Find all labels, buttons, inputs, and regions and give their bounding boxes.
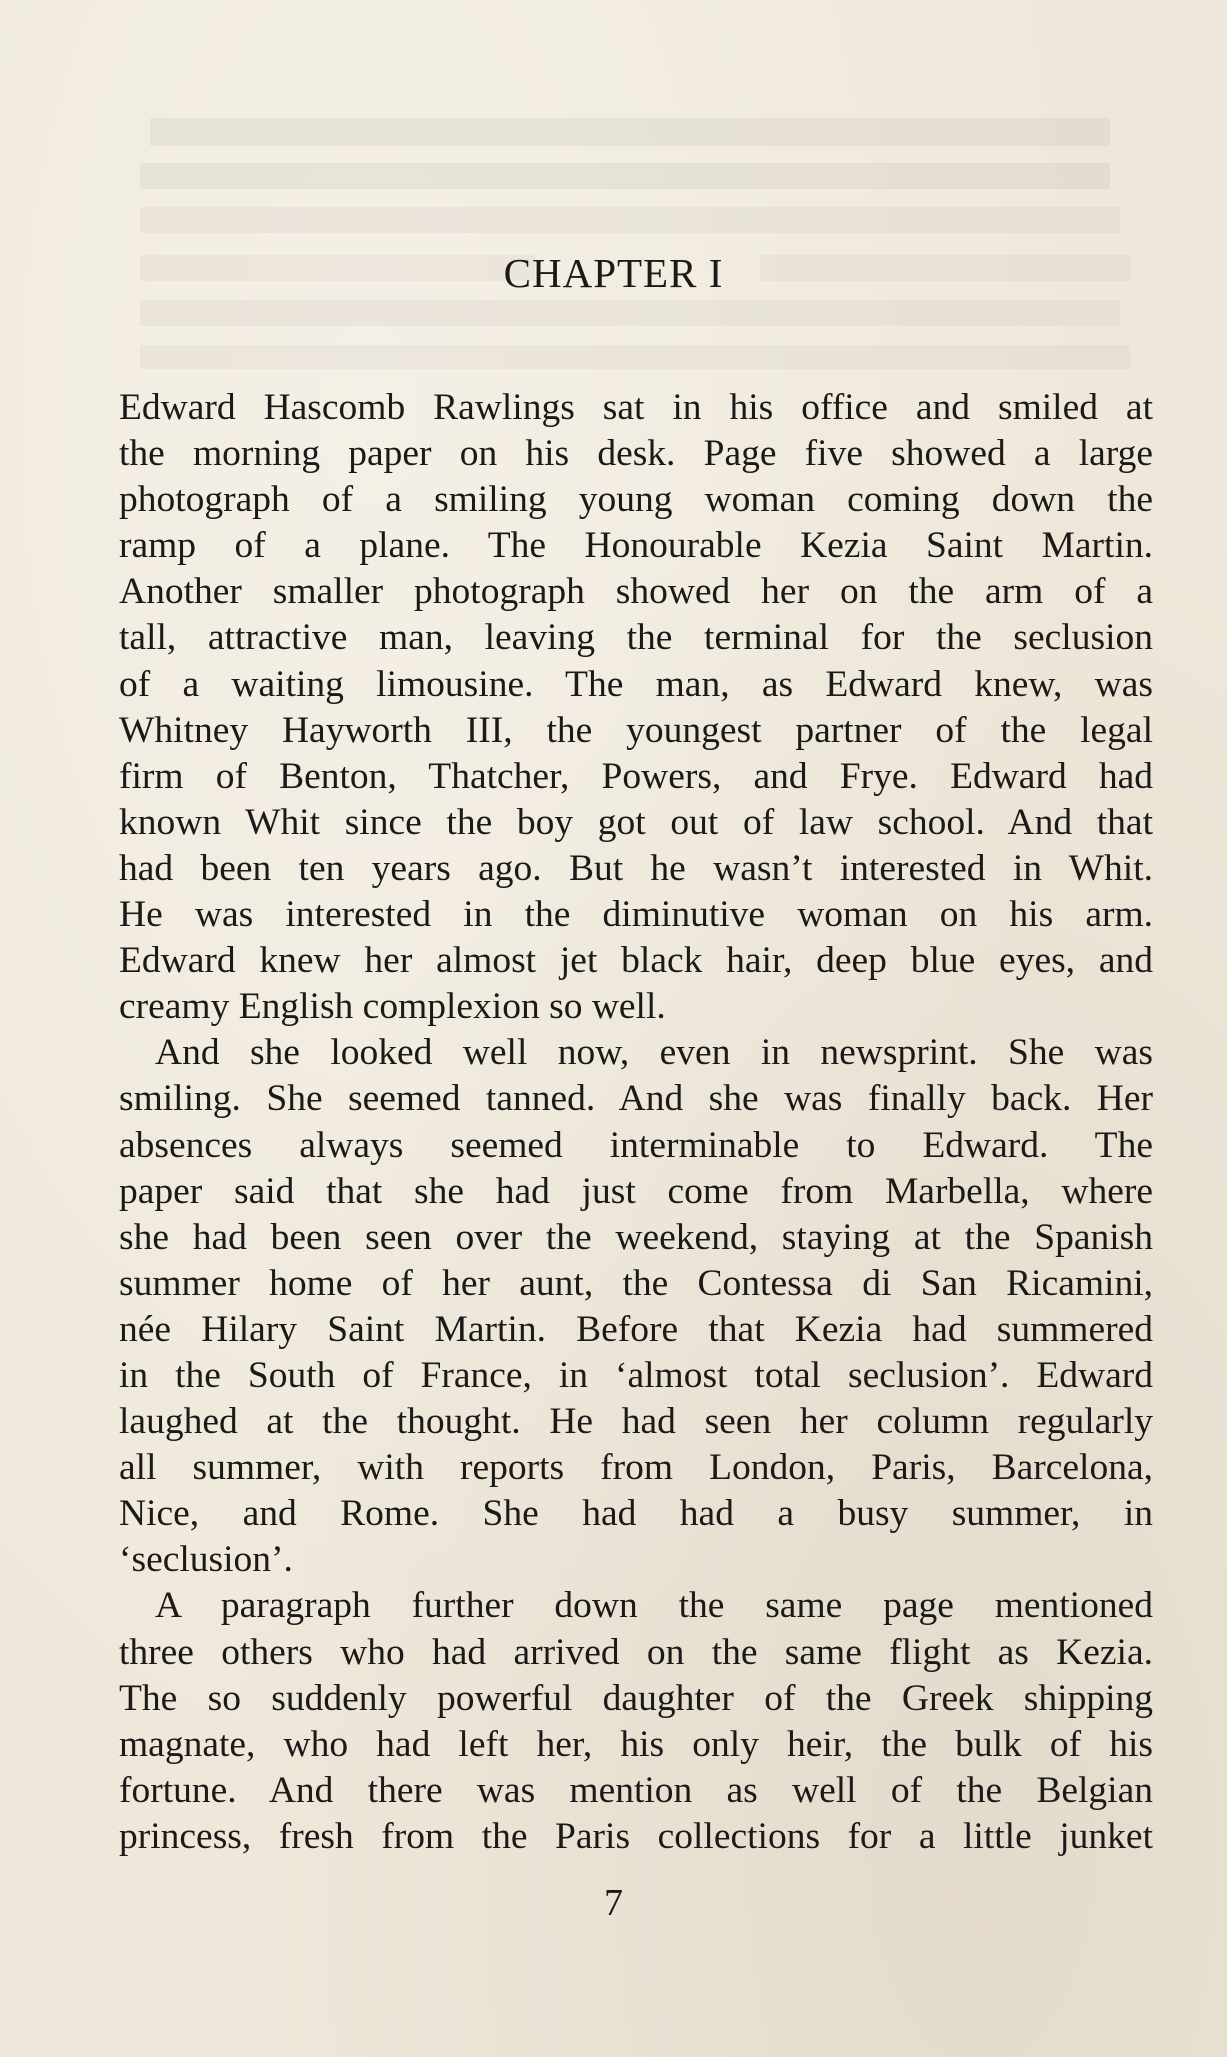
paragraph-1	[119, 385, 1153, 1030]
text-line: paper said that she had just come from Marbella, where	[119, 1170, 1153, 1212]
paragraph-2	[119, 1030, 1153, 1583]
show-through-text	[140, 345, 1130, 369]
text-line: absences always seemed interminable to Edward. The	[119, 1124, 1153, 1166]
text-line: summer home of her aunt, the Contessa di San Ricamini,	[119, 1262, 1153, 1304]
text-line: Another smaller photograph showed her on the arm of a	[119, 571, 1153, 613]
text-line: ‘seclusion’.	[119, 1539, 293, 1581]
text-line: creamy English complexion so well.	[119, 986, 666, 1028]
text-line: Edward knew her almost jet black hair, deep blue eyes, and	[119, 940, 1153, 982]
text-line: princess, fresh from the Paris collections for a little junket	[119, 1815, 1153, 1857]
text-line: in the South of France, in ‘almost total seclusion’. Edward	[119, 1354, 1153, 1396]
text-line: all summer, with reports from London, Paris, Barcelona,	[119, 1447, 1153, 1489]
text-line: The so suddenly powerful daughter of the Greek shipping	[119, 1677, 1153, 1719]
text-line: photograph of a smiling young woman coming down the	[119, 479, 1153, 521]
text-line: the morning paper on his desk. Page five showed a large	[119, 433, 1153, 475]
text-line: she had been seen over the weekend, staying at the Spanish	[119, 1216, 1153, 1258]
text-line: had been ten years ago. But he wasn’t interested in Whit.	[119, 847, 1153, 889]
text-line: laughed at the thought. He had seen her column regularly	[119, 1401, 1153, 1443]
body-text	[119, 385, 1153, 1860]
text-line: of a waiting limousine. The man, as Edward knew, was	[119, 663, 1153, 705]
text-line: firm of Benton, Thatcher, Powers, and Frye. Edward had	[119, 755, 1153, 797]
text-line: magnate, who had left her, his only heir, the bulk of his	[119, 1723, 1153, 1765]
chapter-heading: CHAPTER I	[503, 250, 724, 296]
text-line: Whitney Hayworth III, the youngest partner of the legal	[119, 709, 1153, 751]
show-through-text	[140, 300, 1120, 326]
page-number: 7	[604, 1882, 623, 1924]
text-line: ramp of a plane. The Honourable Kezia Saint Martin.	[119, 525, 1153, 567]
text-line: smiling. She seemed tanned. And she was finally back. Her	[119, 1078, 1153, 1120]
text-line: A paragraph further down the same page mentioned	[155, 1585, 1153, 1627]
text-line: And she looked well now, even in newsprint. She was	[155, 1032, 1153, 1074]
text-line: fortune. And there was mention as well of the Belgian	[119, 1769, 1153, 1811]
text-line: née Hilary Saint Martin. Before that Kezia had summered	[119, 1308, 1153, 1350]
show-through-text	[140, 163, 1110, 189]
text-line: Nice, and Rome. She had had a busy summer, in	[119, 1493, 1153, 1535]
text-line: known Whit since the boy got out of law school. And that	[119, 801, 1153, 843]
paragraph-3	[119, 1583, 1153, 1860]
show-through-text	[140, 207, 1120, 233]
show-through-text	[150, 118, 1110, 146]
text-line: Edward Hascomb Rawlings sat in his office and smiled at	[119, 387, 1153, 428]
text-line: tall, attractive man, leaving the terminal for the seclusion	[119, 617, 1153, 659]
text-line: three others who had arrived on the same flight as Kezia.	[119, 1631, 1153, 1673]
text-line: He was interested in the diminutive woman on his arm.	[119, 894, 1153, 936]
